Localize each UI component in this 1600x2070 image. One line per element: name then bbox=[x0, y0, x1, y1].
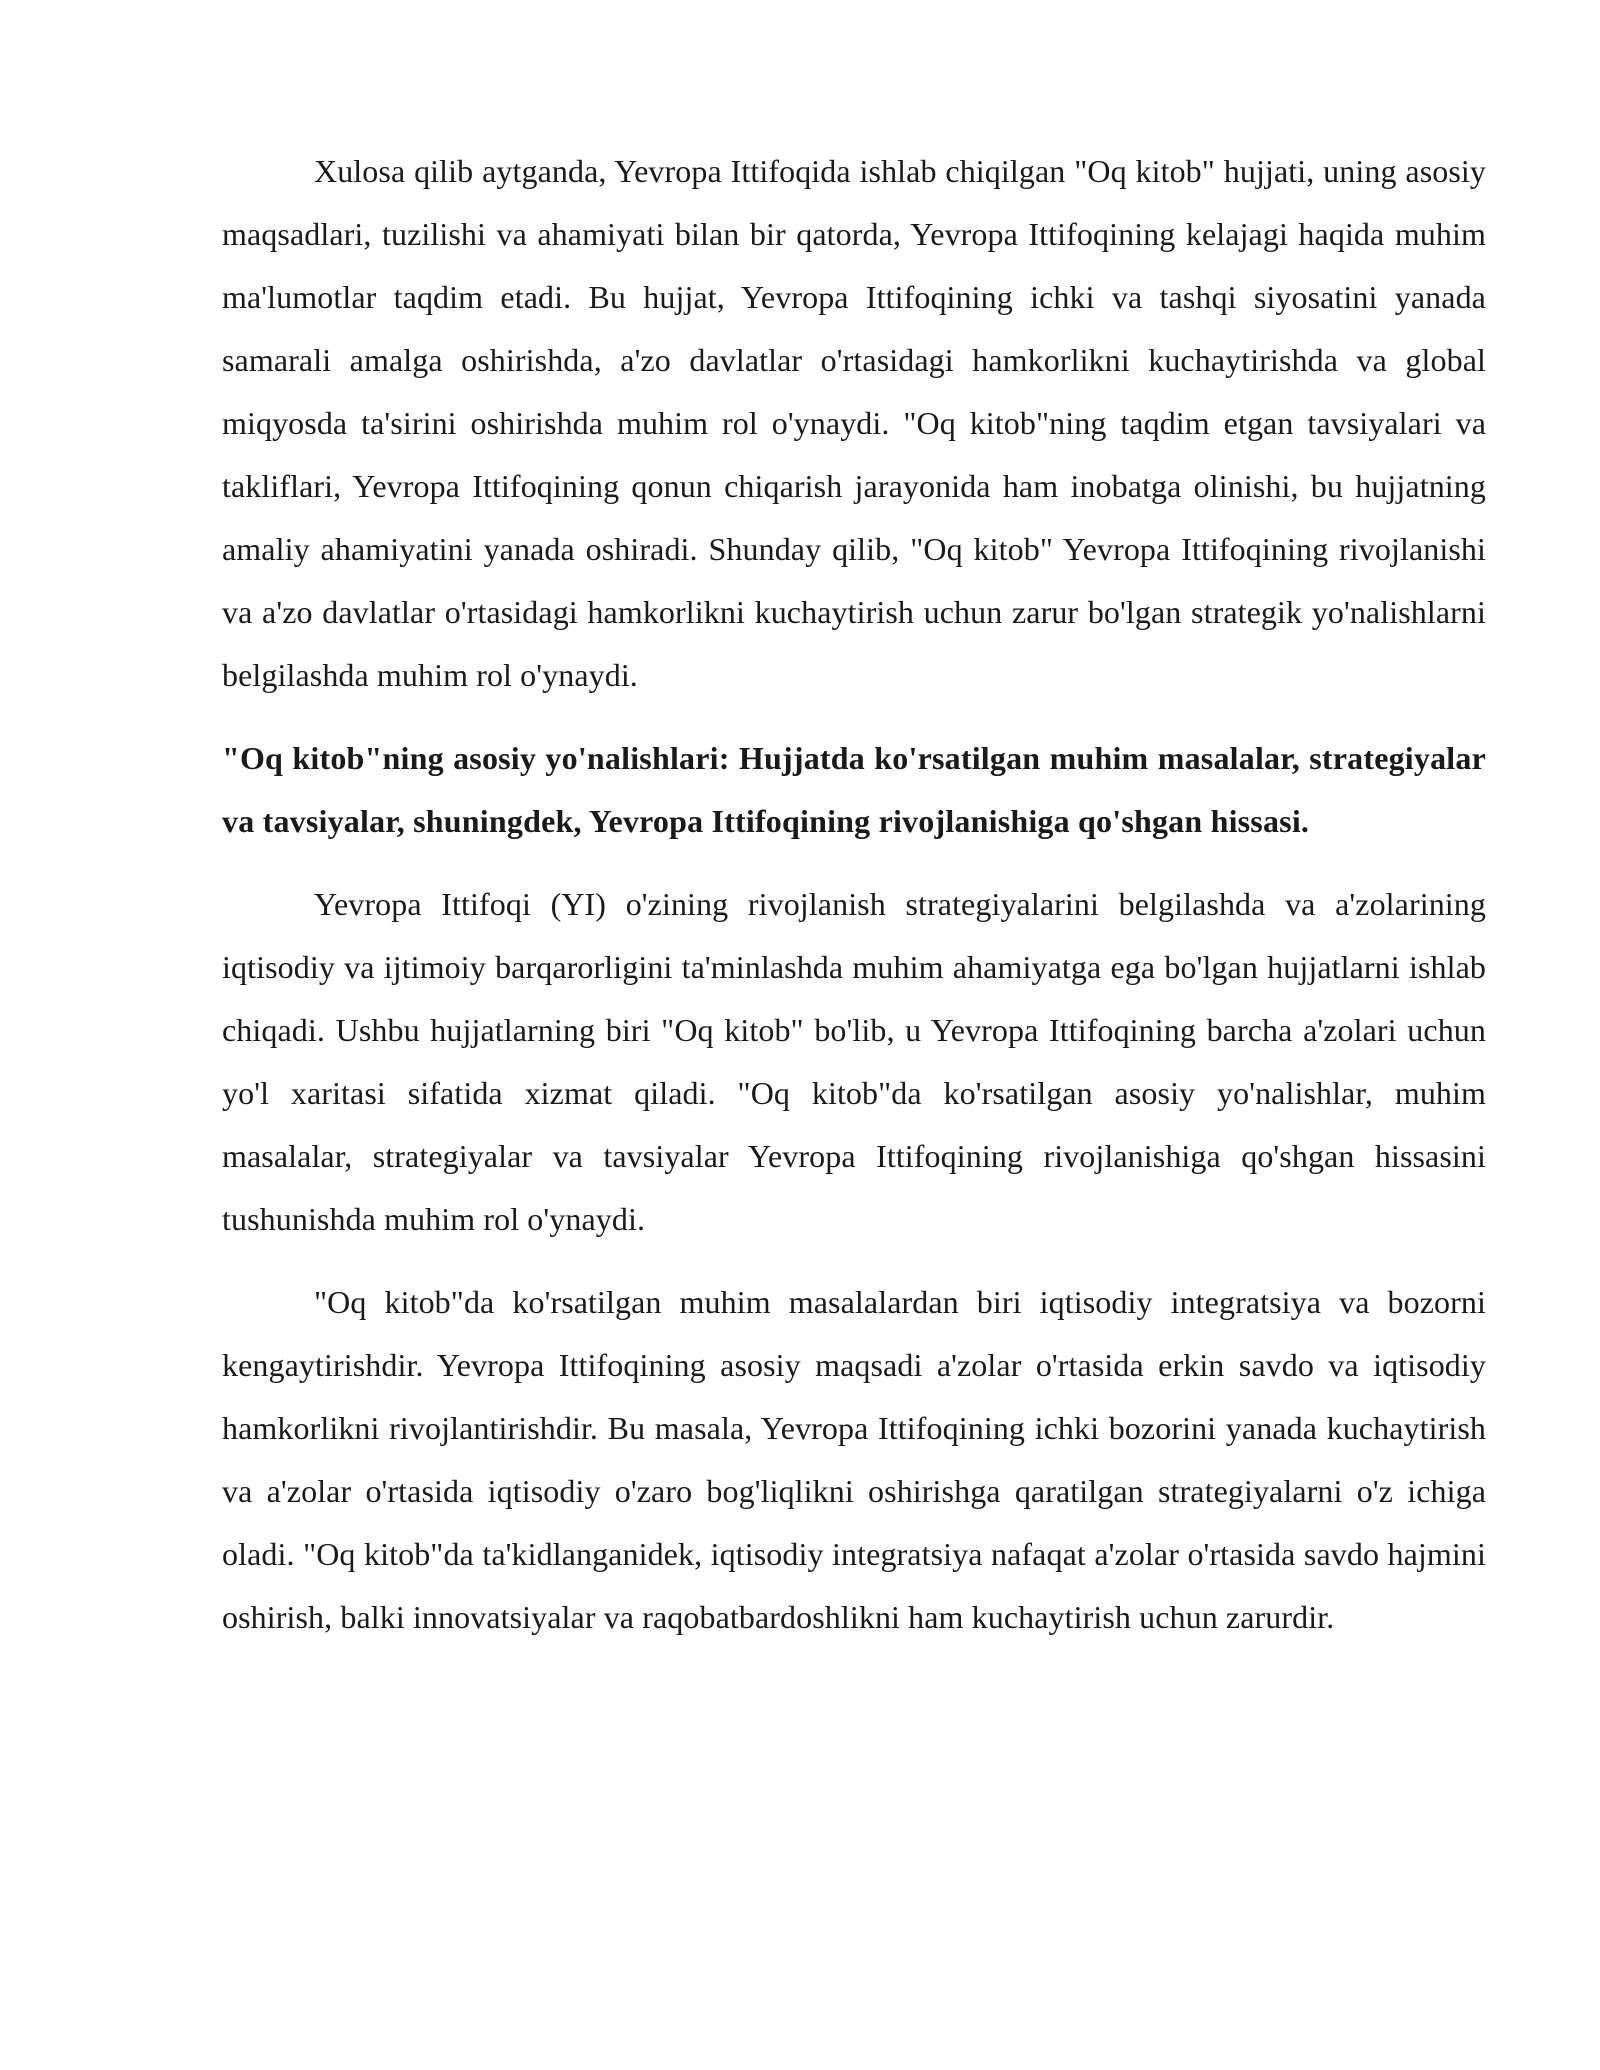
paragraph-conclusion: Xulosa qilib aytganda, Yevropa Ittifoqida ishlab chiqilgan "Oq kitob" hujjati, uning asosiy maqsadlari, tuzilishi va ahamiyati bilan bir qatorda, Yevropa Ittifoqining kelajagi haqida muhim ma'lumotlar taqdim etadi. Bu hujjat, Yevropa Ittifoqining ichki va tashqi siyosatini yanada samarali amalga oshirishda, a'zo davlatlar o'rtasidagi hamkorlikni kuchaytirishda va global miqyosda ta'sirini oshirishda muhim rol o'ynaydi. "Oq kitob"ning taqdim etgan tavsiyalari va takliflari, Yevropa Ittifoqining qonun chiqarish jarayonida ham inobatga olinishi, bu hujjatning amaliy ahamiyatini yanada oshiradi. Shunday qilib, "Oq kitob" Yevropa Ittifoqining rivojlanishi va a'zo davlatlar o'rtasidagi hamkorlikni kuchaytirish uchun zarur bo'lgan strategik yo'nalishlarni belgilashda muhim rol o'ynaydi. bbox=[222, 153, 1486, 693]
paragraph-intro: Yevropa Ittifoqi (YI) o'zining rivojlanish strategiyalarini belgilashda va a'zolarining iqtisodiy va ijtimoiy barqarorligini ta'minlashda muhim ahamiyatga ega bo'lgan hujjatlarni ishlab chiqadi. Ushbu hujjatlarning biri "Oq kitob" bo'lib, u Yevropa Ittifoqining barcha a'zolari uchun yo'l xaritasi sifatida xizmat qiladi. "Oq kitob"da ko'rsatilgan asosiy yo'nalishlar, muhim masalalar, strategiyalar va tavsiyalar Yevropa Ittifoqining rivojlanishiga qo'shgan hissasini tushunishda muhim rol o'ynaydi. bbox=[222, 886, 1486, 1237]
paragraph-economic-integration: "Oq kitob"da ko'rsatilgan muhim masalalardan biri iqtisodiy integratsiya va bozorni kengaytirishdir. Yevropa Ittifoqining asosiy maqsadi a'zolar o'rtasida erkin savdo va iqtisodiy hamkorlikni rivojlantirishdir. Bu masala, Yevropa Ittifoqining ichki bozorini yanada kuchaytirish va a'zolar o'rtasida iqtisodiy o'zaro bog'liqlikni oshirishga qaratilgan strategiyalarni o'z ichiga oladi. "Oq kitob"da ta'kidlanganidek, iqtisodiy integratsiya nafaqat a'zolar o'rtasida savdo hajmini oshirish, balki innovatsiyalar va raqobatbardoshlikni ham kuchaytirish uchun zarurdir. bbox=[222, 1284, 1486, 1635]
section-heading: "Oq kitob"ning asosiy yo'nalishlari: Hujjatda ko'rsatilgan muhim masalalar, strategiyalar va tavsiyalar, shuningdek, Yevropa Ittifoqining rivojlanishiga qo'shgan hissasi. bbox=[222, 740, 1486, 839]
document-body bbox=[222, 140, 1486, 1669]
